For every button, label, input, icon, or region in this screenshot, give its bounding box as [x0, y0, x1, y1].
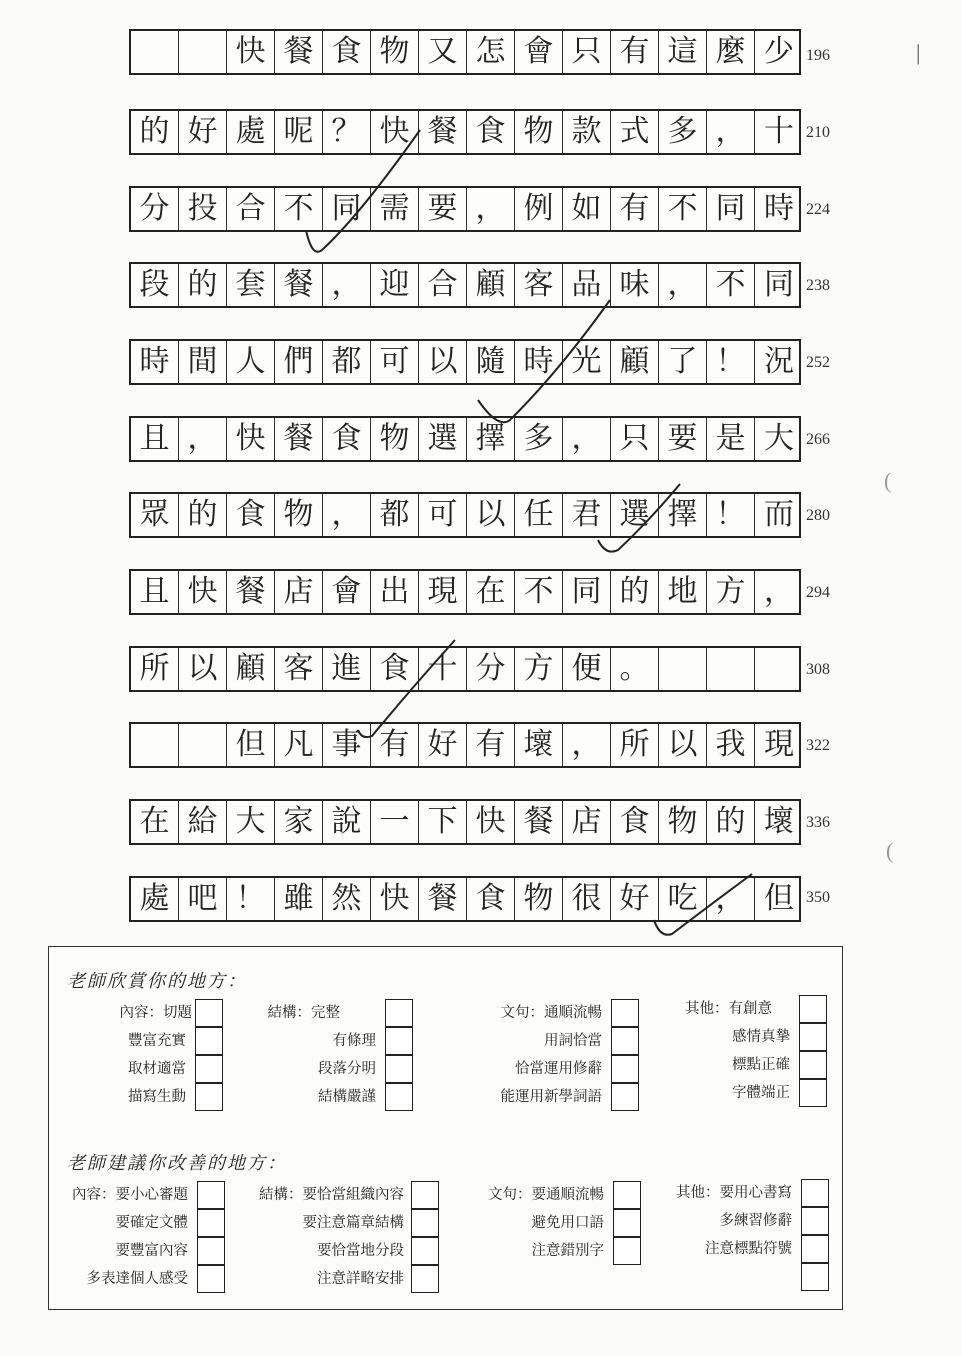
row-count-number: 294 [806, 584, 830, 601]
grid-cell: 都 [371, 494, 419, 536]
grid-cell: ？ [323, 111, 371, 153]
grid-cell: 物 [371, 418, 419, 460]
grid-cell: 快 [227, 31, 275, 73]
grid-cell: 食 [467, 111, 515, 153]
grid-cell: 人 [227, 341, 275, 383]
grid-cell: 快 [371, 878, 419, 920]
grid-cell: 需 [371, 188, 419, 230]
suggestion-item: 避免用口語 [531, 1215, 604, 1231]
grid-cell: 的 [179, 264, 227, 306]
appreciation-item: 段落分明 [318, 1061, 376, 1077]
appreciation-checkbox[interactable] [385, 999, 413, 1027]
suggestion-item: 要注意篇章結構 [302, 1215, 404, 1231]
grid-cell: 現 [419, 571, 467, 613]
appreciation-checkbox[interactable] [799, 1023, 827, 1051]
grid-cell: 物 [275, 494, 323, 536]
grid-cell: 方 [515, 648, 563, 690]
suggestions-title: 老師建議你改善的地方： [67, 1153, 287, 1174]
grid-cell: 所 [131, 648, 179, 690]
grid-cell: 給 [179, 801, 227, 843]
grid-cell: 物 [371, 31, 419, 73]
appreciation-item: 結構嚴謹 [318, 1089, 376, 1105]
suggestion-checkbox[interactable] [197, 1237, 225, 1265]
grid-cell: 說 [323, 801, 371, 843]
margin-mark: ( [884, 468, 892, 493]
grid-cell: 可 [371, 341, 419, 383]
grid-cell: 光 [563, 341, 611, 383]
grid-cell: 同 [563, 571, 611, 613]
grid-cell: 餐 [227, 571, 275, 613]
appreciation-checkbox[interactable] [799, 1051, 827, 1079]
appreciation-checkbox[interactable] [611, 1055, 639, 1083]
grid-cell: 例 [515, 188, 563, 230]
appreciation-item: 有條理 [332, 1033, 376, 1049]
grid-cell: 都 [323, 341, 371, 383]
suggestion-checkbox[interactable] [197, 1181, 225, 1209]
grid-cell: 又 [419, 31, 467, 73]
grid-cell: 投 [179, 188, 227, 230]
grid-cell [659, 648, 707, 690]
grid-cell: 客 [515, 264, 563, 306]
grid-cell: 好 [419, 724, 467, 766]
grid-cell: 我 [707, 724, 755, 766]
grid-cell: 食 [467, 878, 515, 920]
grid-cell: 只 [563, 31, 611, 73]
grid-cell: 出 [371, 571, 419, 613]
grid-cell: 呢 [275, 111, 323, 153]
appreciation-checkbox[interactable] [611, 999, 639, 1027]
grid-cell: 款 [563, 111, 611, 153]
appreciation-item: 內容：切題 [119, 1005, 192, 1021]
essay-row [129, 186, 801, 232]
grid-cell: 在 [467, 571, 515, 613]
grid-cell: ！ [707, 341, 755, 383]
suggestion-checkbox[interactable] [613, 1237, 641, 1265]
appreciation-checkbox[interactable] [195, 999, 223, 1027]
essay-row [129, 722, 801, 768]
appreciation-title: 老師欣賞你的地方： [67, 971, 247, 992]
margin-mark: | [916, 40, 921, 65]
suggestion-item: 文句：要通順流暢 [488, 1187, 604, 1203]
appreciation-checkbox[interactable] [385, 1027, 413, 1055]
row-count-number: 252 [806, 354, 830, 371]
grid-cell: 食 [323, 31, 371, 73]
grid-cell: 會 [515, 31, 563, 73]
suggestion-item: 結構：要恰當組織內容 [259, 1187, 404, 1203]
grid-cell: 雖 [275, 878, 323, 920]
grid-cell: 方 [707, 571, 755, 613]
suggestion-checkbox[interactable] [613, 1209, 641, 1237]
grid-cell: 隨 [467, 341, 515, 383]
grid-cell: 任 [515, 494, 563, 536]
appreciation-checkbox[interactable] [799, 995, 827, 1023]
grid-cell: 家 [275, 801, 323, 843]
row-count-number: 280 [806, 507, 830, 524]
grid-cell: 店 [563, 801, 611, 843]
grid-cell: 眾 [131, 494, 179, 536]
suggestion-checkbox[interactable] [801, 1263, 829, 1291]
grid-cell: ， [659, 264, 707, 306]
essay-row [129, 876, 801, 922]
essay-row [129, 339, 801, 385]
suggestion-item: 多練習修辭 [719, 1213, 792, 1229]
grid-cell: 在 [131, 801, 179, 843]
grid-cell: 快 [227, 418, 275, 460]
grid-cell: 顧 [611, 341, 659, 383]
grid-cell: 多 [659, 111, 707, 153]
grid-cell: 餐 [419, 878, 467, 920]
grid-cell: ， [323, 264, 371, 306]
grid-cell: 。 [611, 648, 659, 690]
grid-cell [179, 31, 227, 73]
grid-cell: ， [563, 418, 611, 460]
essay-row [129, 416, 801, 462]
grid-cell: 只 [611, 418, 659, 460]
suggestion-checkbox[interactable] [411, 1209, 439, 1237]
grid-cell: 少 [764, 34, 794, 69]
grid-cell: 十 [764, 114, 794, 149]
row-count-number: 210 [806, 124, 830, 141]
grid-cell: 的 [131, 111, 179, 153]
grid-cell: 要 [419, 188, 467, 230]
grid-cell: 味 [611, 264, 659, 306]
grid-cell: 所 [611, 724, 659, 766]
grid-cell: ， [563, 724, 611, 766]
grid-cell: 快 [179, 571, 227, 613]
grid-cell: 選 [611, 494, 659, 536]
essay-row [129, 492, 801, 538]
grid-cell: 地 [659, 571, 707, 613]
suggestion-checkbox[interactable] [613, 1181, 641, 1209]
grid-cell: 時 [515, 341, 563, 383]
essay-row [129, 799, 801, 845]
grid-cell: 吧 [179, 878, 227, 920]
grid-cell: 的 [179, 494, 227, 536]
suggestion-checkbox[interactable] [197, 1209, 225, 1237]
appreciation-item: 豐富充實 [128, 1033, 186, 1049]
suggestion-checkbox[interactable] [411, 1237, 439, 1265]
grid-cell: 套 [227, 264, 275, 306]
grid-cell: 的 [611, 571, 659, 613]
essay-row [129, 646, 801, 692]
grid-cell: 但 [227, 724, 275, 766]
grid-cell: 這 [659, 31, 707, 73]
grid-cell: 然 [323, 878, 371, 920]
grid-cell: 壞 [764, 804, 794, 839]
grid-cell: 同 [323, 188, 371, 230]
grid-cell: 凡 [275, 724, 323, 766]
grid-cell: 餐 [275, 418, 323, 460]
appreciation-checkbox[interactable] [385, 1055, 413, 1083]
appreciation-item: 字體端正 [732, 1085, 790, 1101]
grid-cell: ， [764, 574, 794, 609]
appreciation-item: 用詞恰當 [544, 1033, 602, 1049]
appreciation-checkbox[interactable] [385, 1083, 413, 1111]
grid-cell: 麼 [707, 31, 755, 73]
grid-cell [707, 648, 755, 690]
grid-cell: 要 [659, 418, 707, 460]
row-count-number: 322 [806, 737, 830, 754]
grid-cell: ， [707, 878, 755, 920]
grid-cell [131, 31, 179, 73]
suggestion-checkbox[interactable] [197, 1265, 225, 1293]
essay-row [129, 262, 801, 308]
row-count-number: 266 [806, 431, 830, 448]
grid-cell: 有 [611, 188, 659, 230]
grid-cell: 物 [515, 111, 563, 153]
grid-cell [755, 648, 803, 690]
grid-cell: 有 [611, 31, 659, 73]
grid-cell: 餐 [419, 111, 467, 153]
grid-cell: 如 [563, 188, 611, 230]
grid-cell: 同 [707, 188, 755, 230]
grid-cell: 進 [323, 648, 371, 690]
grid-cell: 以 [419, 341, 467, 383]
grid-cell: 快 [371, 111, 419, 153]
grid-cell: 店 [275, 571, 323, 613]
grid-cell: 擇 [659, 494, 707, 536]
suggestion-item: 注意詳略安排 [317, 1271, 404, 1287]
appreciation-item: 其他：有創意 [685, 1001, 772, 1017]
suggestion-item: 要確定文體 [115, 1215, 188, 1231]
grid-cell: 大 [227, 801, 275, 843]
grid-cell: 的 [707, 801, 755, 843]
appreciation-item: 結構：完整 [267, 1005, 340, 1021]
row-count-number: 224 [806, 201, 830, 218]
grid-cell: 合 [419, 264, 467, 306]
grid-cell: 君 [563, 494, 611, 536]
grid-cell: 以 [659, 724, 707, 766]
suggestion-checkbox[interactable] [801, 1207, 829, 1235]
grid-cell: 段 [131, 264, 179, 306]
grid-cell: 時 [131, 341, 179, 383]
grid-cell: 分 [131, 188, 179, 230]
grid-cell: 物 [659, 801, 707, 843]
grid-cell: 有 [467, 724, 515, 766]
grid-cell: 好 [179, 111, 227, 153]
grid-cell: 事 [323, 724, 371, 766]
grid-cell [179, 724, 227, 766]
suggestion-item: 要恰當地分段 [317, 1243, 404, 1259]
grid-cell: 現 [764, 727, 794, 762]
grid-cell: ， [467, 188, 515, 230]
grid-cell: 吃 [659, 878, 707, 920]
appreciation-checkbox[interactable] [195, 1083, 223, 1111]
grid-cell: 選 [419, 418, 467, 460]
teacher-feedback-form [48, 946, 843, 1310]
grid-cell: 食 [227, 494, 275, 536]
row-count-number: 196 [806, 47, 830, 64]
grid-cell: 餐 [275, 264, 323, 306]
grid-cell: ！ [227, 878, 275, 920]
appreciation-checkbox[interactable] [611, 1027, 639, 1055]
grid-cell: 們 [275, 341, 323, 383]
grid-cell: 壞 [515, 724, 563, 766]
grid-cell: 會 [323, 571, 371, 613]
suggestion-checkbox[interactable] [801, 1179, 829, 1207]
grid-cell: 怎 [467, 31, 515, 73]
essay-row [129, 29, 801, 75]
grid-cell: 物 [515, 878, 563, 920]
grid-cell: 不 [275, 188, 323, 230]
grid-cell: 食 [611, 801, 659, 843]
essay-row [129, 109, 801, 155]
grid-cell: 而 [764, 497, 794, 532]
grid-cell: 很 [563, 878, 611, 920]
grid-cell: 但 [764, 881, 794, 916]
suggestion-checkbox[interactable] [411, 1265, 439, 1293]
grid-cell: 可 [419, 494, 467, 536]
suggestion-item: 內容：要小心審題 [72, 1187, 188, 1203]
grid-cell: 分 [467, 648, 515, 690]
row-count-number: 336 [806, 814, 830, 831]
grid-cell: 且 [131, 571, 179, 613]
grid-cell: ， [323, 494, 371, 536]
suggestion-item: 要豐富內容 [115, 1243, 188, 1259]
grid-cell: 以 [467, 494, 515, 536]
appreciation-checkbox[interactable] [195, 1027, 223, 1055]
grid-cell: 同 [764, 267, 794, 302]
row-count-number: 238 [806, 277, 830, 294]
grid-cell: 一 [371, 801, 419, 843]
grid-cell: 擇 [467, 418, 515, 460]
grid-cell: ， [179, 418, 227, 460]
grid-cell: 不 [707, 264, 755, 306]
grid-cell: 間 [179, 341, 227, 383]
grid-cell: 時 [764, 191, 794, 226]
appreciation-item: 取材適當 [128, 1061, 186, 1077]
grid-cell: 大 [764, 421, 794, 456]
grid-cell: 合 [227, 188, 275, 230]
grid-cell: ， [707, 111, 755, 153]
grid-cell: 顧 [227, 648, 275, 690]
appreciation-checkbox[interactable] [799, 1079, 827, 1107]
grid-cell [131, 724, 179, 766]
grid-cell: 了 [659, 341, 707, 383]
appreciation-checkbox[interactable] [195, 1055, 223, 1083]
grid-cell: 且 [131, 418, 179, 460]
grid-cell: 好 [611, 878, 659, 920]
grid-cell: 食 [371, 648, 419, 690]
grid-cell: 餐 [515, 801, 563, 843]
grid-cell: ！ [707, 494, 755, 536]
suggestion-item: 注意標點符號 [705, 1241, 792, 1257]
grid-cell: 是 [707, 418, 755, 460]
appreciation-item: 描寫生動 [128, 1089, 186, 1105]
suggestion-item: 多表達個人感受 [86, 1271, 188, 1287]
essay-row [129, 569, 801, 615]
grid-cell: 處 [227, 111, 275, 153]
grid-cell: 便 [563, 648, 611, 690]
grid-cell: 式 [611, 111, 659, 153]
grid-cell: 不 [659, 188, 707, 230]
appreciation-item: 恰當運用修辭 [515, 1061, 602, 1077]
grid-cell: 下 [419, 801, 467, 843]
appreciation-checkbox[interactable] [611, 1083, 639, 1111]
appreciation-item: 標點正確 [732, 1057, 790, 1073]
grid-cell: 餐 [275, 31, 323, 73]
grid-cell: 快 [467, 801, 515, 843]
grid-cell: 迎 [371, 264, 419, 306]
suggestion-checkbox[interactable] [801, 1235, 829, 1263]
margin-mark: ( [886, 838, 894, 863]
appreciation-item: 文句：通順流暢 [500, 1005, 602, 1021]
suggestion-checkbox[interactable] [411, 1181, 439, 1209]
grid-cell: 處 [131, 878, 179, 920]
grid-cell: 有 [371, 724, 419, 766]
suggestion-item: 注意錯別字 [531, 1243, 604, 1259]
grid-cell: 十 [419, 648, 467, 690]
grid-cell: 食 [323, 418, 371, 460]
grid-cell: 多 [515, 418, 563, 460]
row-count-number: 350 [806, 889, 830, 906]
grid-cell: 以 [179, 648, 227, 690]
grid-cell: 品 [563, 264, 611, 306]
suggestion-item: 其他：要用心書寫 [676, 1185, 792, 1201]
appreciation-item: 感情真摯 [732, 1029, 790, 1045]
grid-cell: 客 [275, 648, 323, 690]
appreciation-item: 能運用新學詞語 [500, 1089, 602, 1105]
grid-cell: 不 [515, 571, 563, 613]
row-count-number: 308 [806, 661, 830, 678]
grid-cell: 顧 [467, 264, 515, 306]
grid-cell: 況 [764, 344, 794, 379]
